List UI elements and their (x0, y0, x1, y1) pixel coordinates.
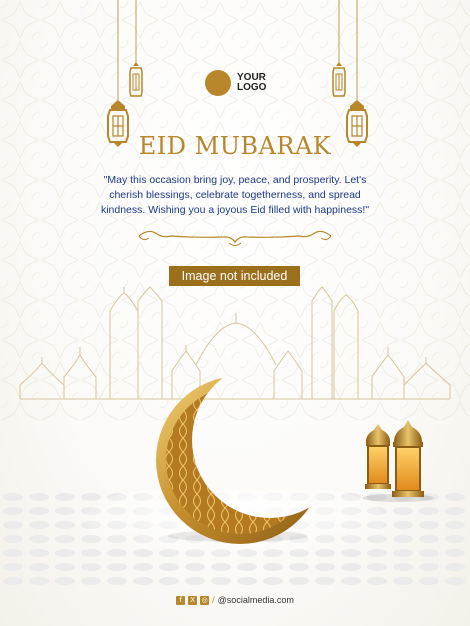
facebook-icon[interactable]: f (176, 596, 185, 605)
logo-circle-icon (205, 70, 231, 96)
footer-separator: / (212, 595, 215, 605)
x-icon[interactable]: X (188, 596, 197, 605)
table-lanterns (360, 420, 435, 502)
hanging-lantern-left-large (105, 0, 131, 148)
page-title: EID MUBARAK (138, 132, 332, 160)
footer-social (0, 595, 470, 605)
greeting-message: "May this occasion bring joy, peace, and prosperity. Let's cherish blessings, celebrate togetherness, and spread kindness. Wishing you a joyous Eid filled with happiness!" (100, 174, 370, 216)
ornament-divider (137, 226, 333, 248)
logo-text (237, 73, 266, 93)
logo-line-1: YOUR (237, 72, 266, 83)
hanging-lantern-right-large (344, 0, 370, 148)
image-not-included-badge: Image not included (169, 266, 300, 286)
logo (205, 70, 266, 96)
social-handle[interactable]: @socialmedia.com (217, 595, 294, 605)
logo-line-2: LOGO (237, 82, 267, 93)
instagram-icon[interactable]: ◎ (201, 595, 208, 604)
golden-crescent-moon (148, 368, 330, 546)
